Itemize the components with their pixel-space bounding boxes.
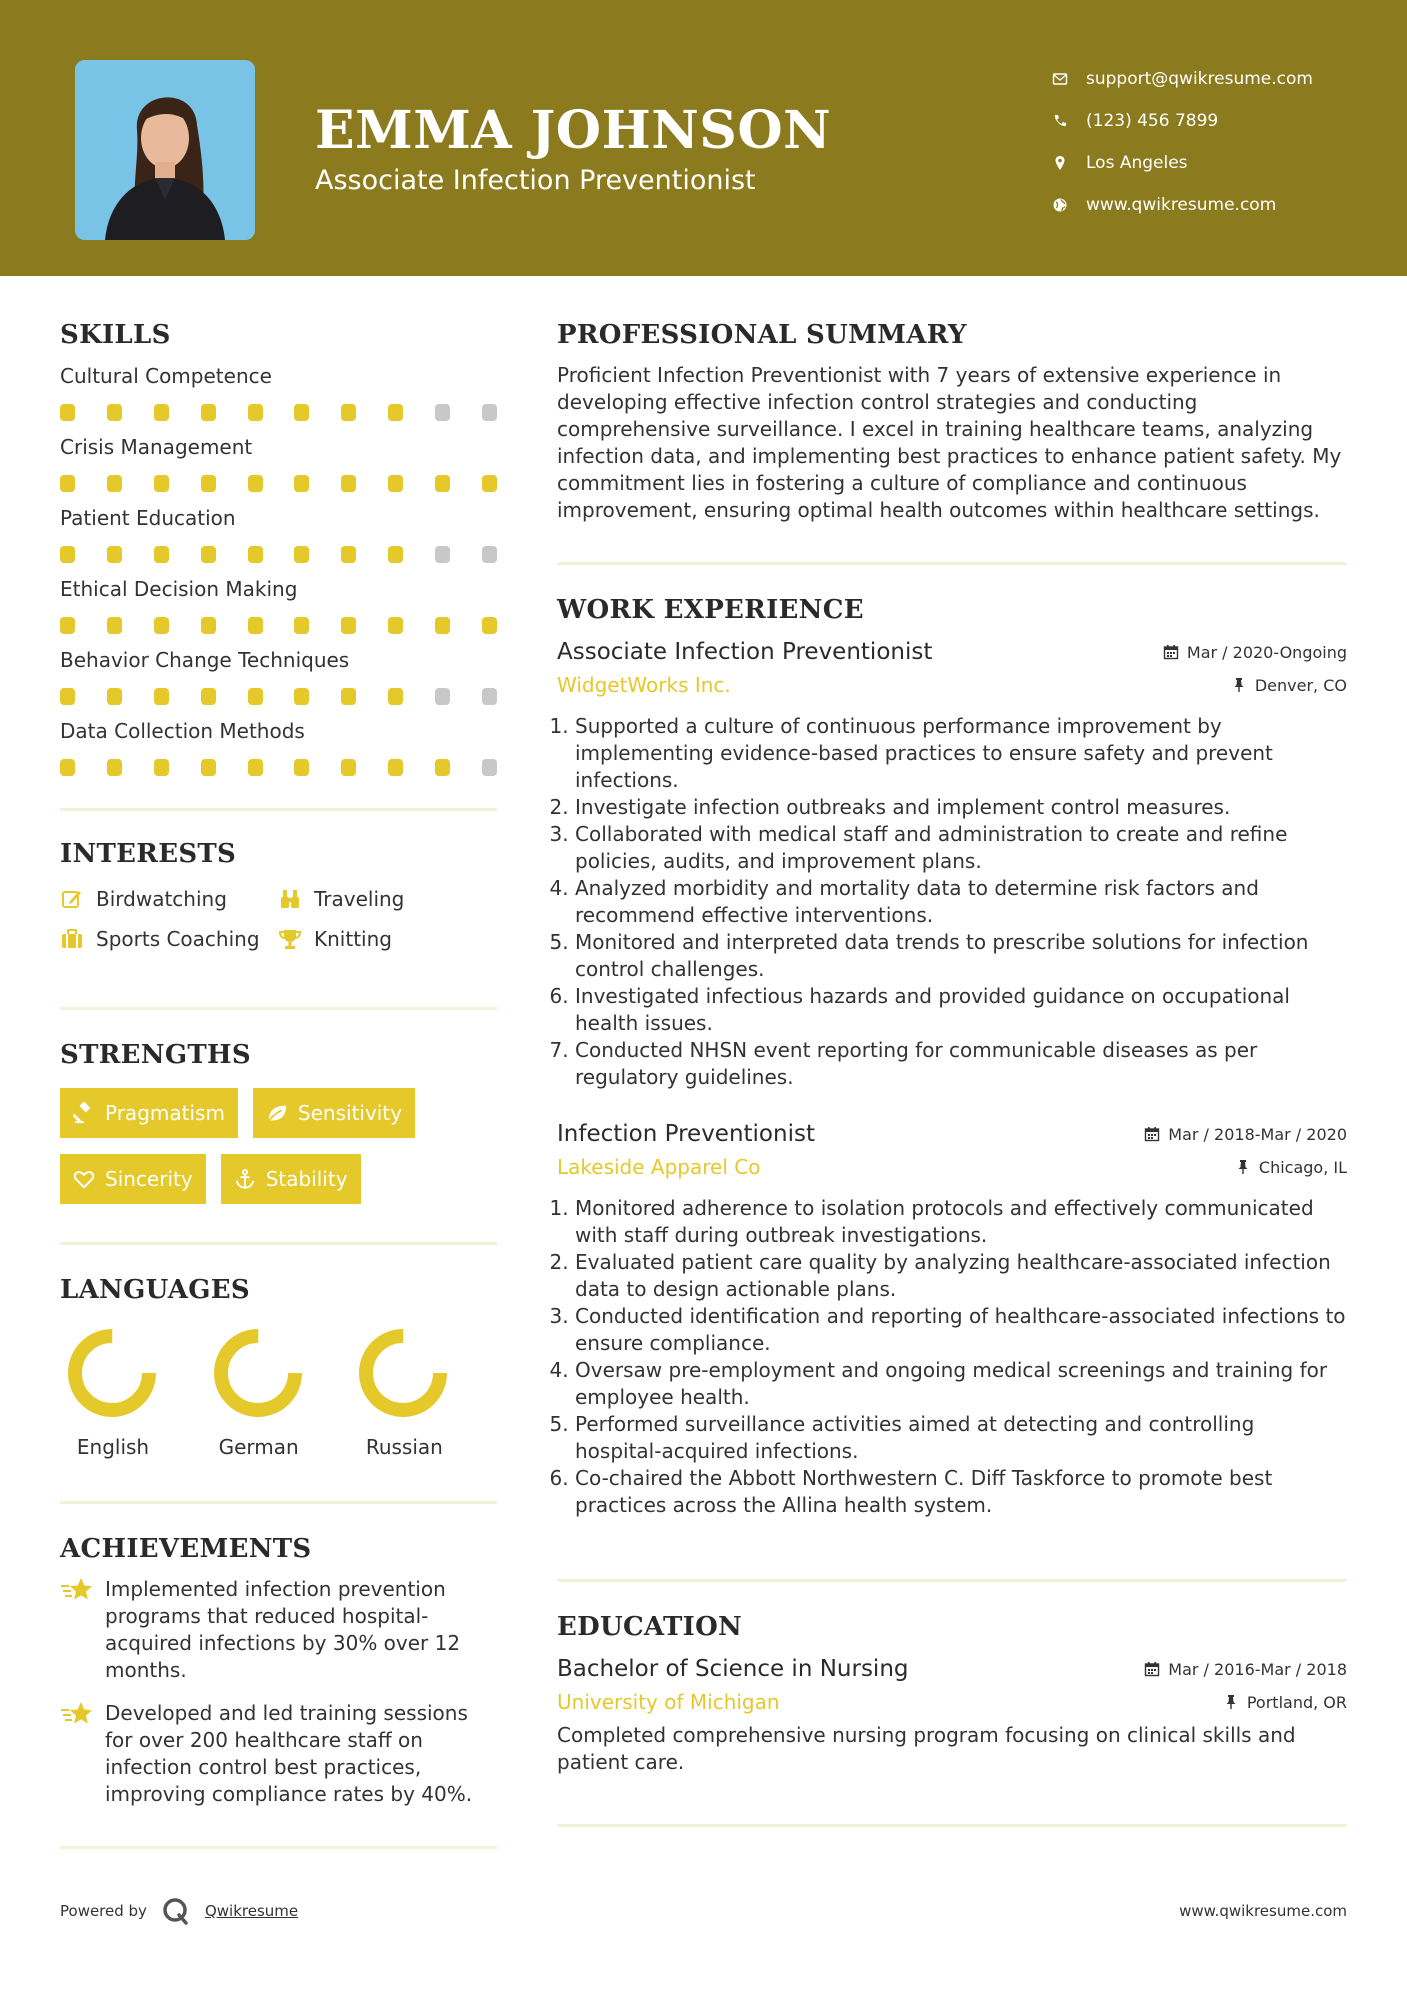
rating-dot-filled — [107, 475, 122, 492]
rating-dot-filled — [201, 475, 216, 492]
job-point: 5. Monitored and interpreted data trends to prescribe solutions for infection control challenges. — [575, 929, 1347, 983]
contact-website[interactable] — [1050, 184, 1313, 226]
education-location-text: Portland, OR — [1246, 1692, 1347, 1712]
interest-item — [60, 927, 278, 951]
language-name: Russian — [365, 1435, 443, 1459]
rating-dot-filled — [201, 759, 216, 776]
pushpin-icon — [1235, 1159, 1251, 1175]
rating-dot-filled — [60, 546, 75, 563]
contact-email[interactable] — [1050, 58, 1313, 100]
job-header — [557, 1121, 1347, 1147]
education-date-text: Mar / 2016-Mar / 2018 — [1168, 1659, 1347, 1679]
language-proficiency-ring — [66, 1327, 158, 1419]
contact-location — [1050, 142, 1313, 184]
job-subheader — [557, 1155, 1347, 1179]
education-date — [1144, 1660, 1347, 1679]
interest-label: Knitting — [314, 927, 392, 951]
job-point: 3. Conducted identification and reporting of healthcare-associated infections to ensure compliance. — [575, 1303, 1347, 1357]
section-divider — [60, 1242, 497, 1245]
strength-tag — [60, 1088, 238, 1138]
calendar-icon — [1144, 1661, 1160, 1677]
job-points — [557, 713, 1347, 1091]
calendar-icon — [1144, 1126, 1160, 1142]
envelope-icon — [1052, 71, 1068, 87]
rating-dot-filled — [60, 404, 75, 421]
rating-dot-filled — [294, 617, 309, 634]
section-divider — [60, 1501, 497, 1504]
job-point: 5. Performed surveillance activities aimed at detecting and controlling hospital-acquired infections. — [575, 1411, 1347, 1465]
languages-list — [60, 1327, 497, 1459]
section-divider — [557, 562, 1347, 565]
interests-list — [60, 887, 497, 951]
skill-rating — [60, 688, 497, 705]
achievement-text: Implemented infection prevention programs that reduced hospital-acquired infections by 30% over 12 months. — [105, 1577, 461, 1682]
interest-label: Sports Coaching — [96, 927, 260, 951]
rating-dot-filled — [154, 688, 169, 705]
language-item — [60, 1327, 206, 1459]
strength-tag — [60, 1154, 206, 1204]
rating-dot-filled — [435, 759, 450, 776]
rating-dot-filled — [248, 617, 263, 634]
job-point: 4. Analyzed morbidity and mortality data to determine risk factors and recommend effective interventions. — [575, 875, 1347, 929]
education-entry — [557, 1656, 1347, 1776]
interests-title: INTERESTS — [60, 839, 237, 869]
job-header — [557, 639, 1347, 665]
skill-item — [60, 719, 497, 776]
rating-dot-filled — [341, 617, 356, 634]
section-divider — [60, 1007, 497, 1010]
language-name: English — [76, 1435, 150, 1459]
star-icon — [60, 1700, 94, 1728]
briefcase-icon — [60, 927, 84, 951]
job-subheader — [557, 673, 1347, 697]
rating-dot-filled — [60, 688, 75, 705]
skill-name: Behavior Change Techniques — [60, 648, 350, 672]
contact-phone[interactable] — [1050, 100, 1313, 142]
summary-text: Proficient Infection Preventionist with 7 years of extensive experience in developing effective infection control strategies and conducting comprehensive surveillance. I excel in training healthcare teams, analyzing infection data, and implementing best practices to enhance patient safety. My commitment lies in fostering a culture of compliance and continuous improvement, ensuring optimal health outcomes within healthcare settings. — [557, 363, 1342, 522]
education-degree: Bachelor of Science in Nursing — [557, 1656, 909, 1682]
job-date-text: Mar / 2018-Mar / 2020 — [1168, 1124, 1347, 1144]
rating-dot-filled — [248, 475, 263, 492]
rating-dot-filled — [154, 475, 169, 492]
contact-phone-text: (123) 456 7899 — [1086, 111, 1219, 131]
language-name: German — [218, 1435, 299, 1459]
person-icon — [75, 60, 255, 240]
job-location-text: Denver, CO — [1254, 675, 1347, 695]
education-title: EDUCATION — [557, 1612, 743, 1642]
rating-dot-empty — [435, 546, 450, 563]
education-location — [1223, 1693, 1347, 1712]
rating-dot-filled — [294, 546, 309, 563]
rating-dot-empty — [482, 688, 497, 705]
rating-dot-filled — [341, 688, 356, 705]
rating-dot-filled — [435, 617, 450, 634]
job-entry — [557, 1121, 1347, 1519]
strength-label: Pragmatism — [105, 1101, 225, 1125]
anchor-icon — [234, 1168, 256, 1190]
job-location-text: Chicago, IL — [1258, 1157, 1347, 1177]
job-point: 1. Supported a culture of continuous performance improvement by implementing evidence-based practices to ensure safety and prevent infections. — [575, 713, 1347, 794]
pushpin-icon — [1231, 677, 1247, 693]
strengths-title: STRENGTHS — [60, 1040, 251, 1070]
rating-dot-filled — [341, 759, 356, 776]
rating-dot-filled — [107, 759, 122, 776]
rating-dot-filled — [388, 759, 403, 776]
skill-name: Patient Education — [60, 506, 236, 530]
rating-dot-filled — [388, 475, 403, 492]
job-date — [1163, 643, 1347, 662]
interest-item — [60, 887, 278, 911]
skill-rating — [60, 404, 497, 421]
achievements-title: ACHIEVEMENTS — [60, 1534, 312, 1564]
powered-by-label: Powered by — [60, 1902, 147, 1920]
interest-item — [278, 887, 497, 911]
job-points — [557, 1195, 1347, 1519]
skill-rating — [60, 475, 497, 492]
globe-icon — [1052, 197, 1068, 213]
strength-label: Sincerity — [105, 1167, 193, 1191]
skills-title: SKILLS — [60, 320, 171, 350]
rating-dot-filled — [388, 546, 403, 563]
language-proficiency-ring — [212, 1327, 304, 1419]
job-point: 4. Oversaw pre-employment and ongoing medical screenings and training for employee health. — [575, 1357, 1347, 1411]
candidate-title: Associate Infection Preventionist — [315, 165, 756, 196]
skill-rating — [60, 617, 497, 634]
rating-dot-filled — [201, 617, 216, 634]
rating-dot-filled — [294, 688, 309, 705]
right-column — [557, 320, 1347, 1827]
rating-dot-filled — [60, 475, 75, 492]
education-header — [557, 1656, 1347, 1682]
job-point: 2. Investigate infection outbreaks and implement control measures. — [575, 794, 1347, 821]
powered-by — [60, 1896, 298, 1926]
skills-list — [60, 364, 497, 776]
rating-dot-empty — [482, 546, 497, 563]
brand-link[interactable]: Qwikresume — [204, 1902, 299, 1920]
job-date-text: Mar / 2020-Ongoing — [1186, 642, 1347, 662]
binoculars-icon — [278, 887, 302, 911]
rating-dot-filled — [154, 617, 169, 634]
rating-dot-filled — [482, 617, 497, 634]
job-point: 1. Monitored adherence to isolation protocols and effectively communicated with staff during outbreak investigations. — [575, 1195, 1347, 1249]
rating-dot-filled — [388, 617, 403, 634]
heart-icon — [73, 1168, 95, 1190]
rating-dot-filled — [154, 546, 169, 563]
strength-tag — [221, 1154, 361, 1204]
rating-dot-filled — [388, 688, 403, 705]
achievement-item — [60, 1700, 497, 1808]
trophy-icon — [278, 927, 302, 951]
education-subheader — [557, 1690, 1347, 1714]
rating-dot-filled — [248, 546, 263, 563]
job-company: WidgetWorks Inc. — [557, 673, 731, 697]
contact-website-text: www.qwikresume.com — [1086, 195, 1277, 215]
rating-dot-filled — [294, 404, 309, 421]
strength-label: Stability — [265, 1167, 348, 1191]
job-company: Lakeside Apparel Co — [557, 1155, 761, 1179]
candidate-name: EMMA JOHNSON — [315, 100, 832, 161]
footer-website[interactable]: www.qwikresume.com — [1179, 1902, 1347, 1920]
rating-dot-filled — [201, 404, 216, 421]
job-point: 6. Co-chaired the Abbott Northwestern C. Diff Taskforce to promote best practices across the Allina health system. — [575, 1465, 1347, 1519]
language-item — [351, 1327, 497, 1459]
language-item — [206, 1327, 352, 1459]
rating-dot-filled — [107, 688, 122, 705]
achievement-item — [60, 1576, 497, 1684]
rating-dot-filled — [248, 759, 263, 776]
section-divider — [557, 1579, 1347, 1582]
rating-dot-empty — [482, 404, 497, 421]
job-point: 7. Conducted NHSN event reporting for communicable diseases as per regulatory guidelines. — [575, 1037, 1347, 1091]
job-point: 3. Collaborated with medical staff and administration to create and refine policies, audits, and improvement plans. — [575, 821, 1347, 875]
gavel-icon — [73, 1102, 95, 1124]
rating-dot-empty — [435, 688, 450, 705]
strength-label: Sensitivity — [297, 1101, 403, 1125]
skill-rating — [60, 546, 497, 563]
job-location — [1231, 676, 1347, 695]
strengths-list — [60, 1088, 497, 1204]
rating-dot-filled — [248, 404, 263, 421]
skill-item — [60, 435, 497, 492]
job-point: 2. Evaluated patient care quality by analyzing healthcare-associated infection data to design actionable plans. — [575, 1249, 1347, 1303]
pushpin-icon — [1223, 1694, 1239, 1710]
qwikresume-logo-icon — [161, 1896, 191, 1926]
skill-name: Data Collection Methods — [60, 719, 305, 743]
skill-item — [60, 506, 497, 563]
rating-dot-filled — [482, 475, 497, 492]
rating-dot-filled — [294, 759, 309, 776]
rating-dot-filled — [201, 688, 216, 705]
rating-dot-filled — [154, 404, 169, 421]
rating-dot-filled — [60, 617, 75, 634]
profile-photo — [75, 60, 255, 240]
contact-location-text: Los Angeles — [1086, 153, 1188, 173]
job-title: Infection Preventionist — [557, 1121, 815, 1147]
education-description: Completed comprehensive nursing program focusing on clinical skills and patient care. — [557, 1723, 1296, 1774]
job-point: 6. Investigated infectious hazards and provided guidance on occupational health issues. — [575, 983, 1347, 1037]
section-divider — [557, 1824, 1347, 1827]
resume-footer — [60, 1896, 1347, 1926]
job-date — [1144, 1125, 1347, 1144]
summary-title: PROFESSIONAL SUMMARY — [557, 320, 967, 350]
rating-dot-filled — [341, 546, 356, 563]
rating-dot-filled — [107, 546, 122, 563]
rating-dot-filled — [107, 617, 122, 634]
experience-title: WORK EXPERIENCE — [557, 595, 864, 625]
phone-icon — [1052, 113, 1068, 129]
job-location — [1235, 1158, 1347, 1177]
resume-header — [0, 0, 1407, 276]
section-divider — [60, 1846, 497, 1849]
rating-dot-filled — [388, 404, 403, 421]
rating-dot-empty — [435, 404, 450, 421]
interest-label: Traveling — [314, 887, 405, 911]
strength-tag — [253, 1088, 415, 1138]
star-icon — [60, 1576, 94, 1604]
rating-dot-filled — [154, 759, 169, 776]
map-pin-icon — [1052, 155, 1068, 171]
language-proficiency-ring — [357, 1327, 449, 1419]
edit-icon — [60, 887, 84, 911]
section-divider — [60, 808, 497, 811]
interest-label: Birdwatching — [96, 887, 227, 911]
contact-list — [1050, 58, 1313, 226]
skill-name: Crisis Management — [60, 435, 253, 459]
rating-dot-empty — [482, 759, 497, 776]
contact-email-text: support@qwikresume.com — [1086, 69, 1313, 89]
left-column — [60, 320, 497, 1849]
leaf-icon — [266, 1102, 288, 1124]
skill-item — [60, 364, 497, 421]
skill-item — [60, 648, 497, 705]
rating-dot-filled — [107, 404, 122, 421]
skill-name: Cultural Competence — [60, 364, 272, 388]
skill-name: Ethical Decision Making — [60, 577, 298, 601]
rating-dot-filled — [341, 404, 356, 421]
job-title: Associate Infection Preventionist — [557, 639, 933, 665]
rating-dot-filled — [60, 759, 75, 776]
skill-rating — [60, 759, 497, 776]
achievement-text: Developed and led training sessions for over 200 healthcare staff on infection control best practices, improving compliance rates by 40%. — [105, 1701, 473, 1806]
education-school: University of Michigan — [557, 1690, 780, 1714]
rating-dot-filled — [201, 546, 216, 563]
rating-dot-filled — [435, 475, 450, 492]
interest-item — [278, 927, 497, 951]
rating-dot-filled — [248, 688, 263, 705]
job-entry — [557, 639, 1347, 1091]
rating-dot-filled — [294, 475, 309, 492]
languages-title: LANGUAGES — [60, 1275, 250, 1305]
calendar-icon — [1163, 644, 1179, 660]
rating-dot-filled — [341, 475, 356, 492]
skill-item — [60, 577, 497, 634]
